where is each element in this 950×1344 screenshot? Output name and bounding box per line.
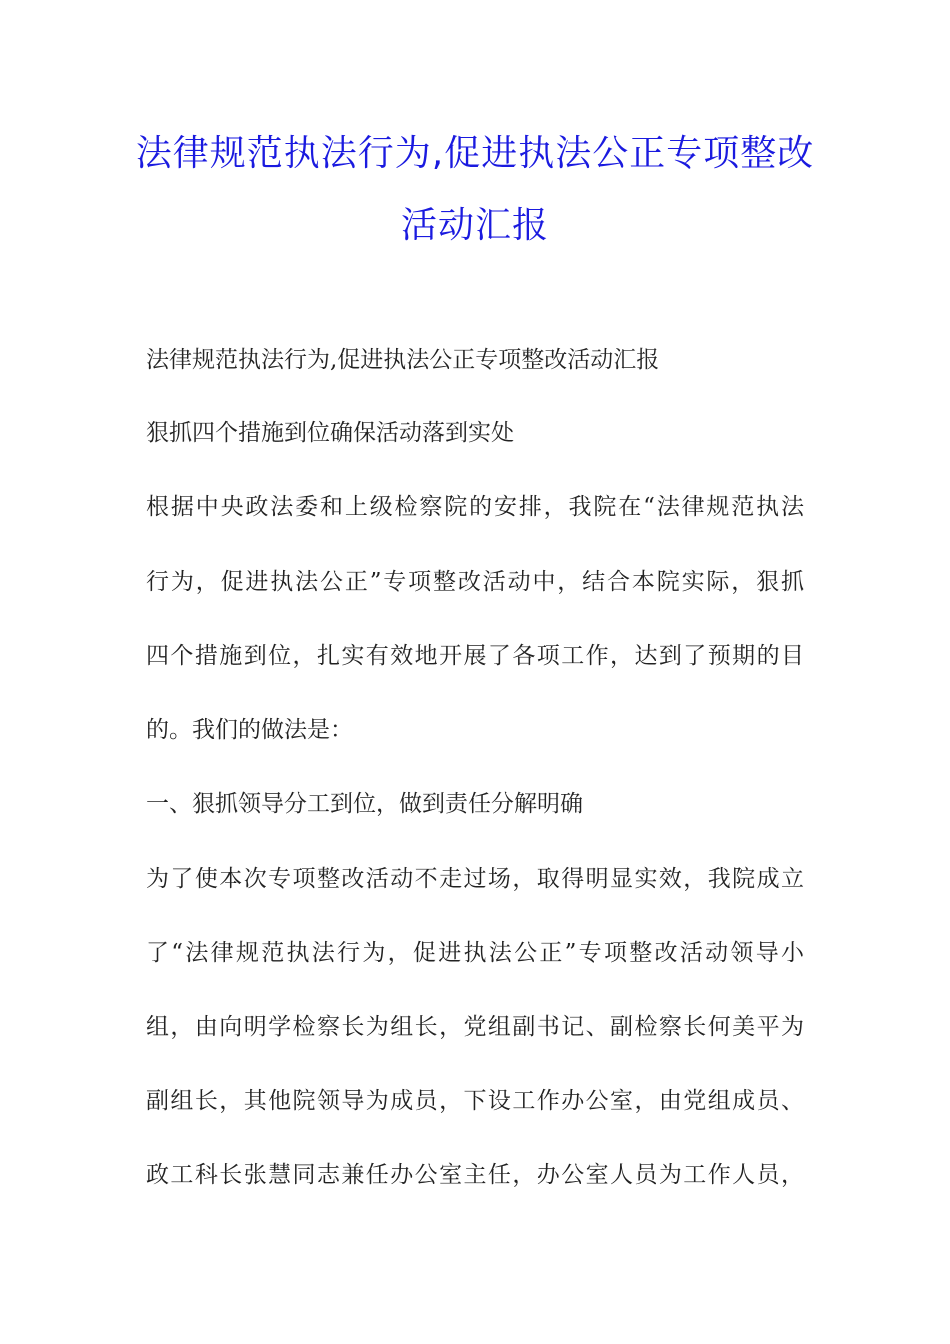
body-line: 法律规范执法行为,促进执法公正专项整改活动汇报: [146, 347, 660, 373]
body-line: 四个措施到位，扎实有效地开展了各项工作，达到了预期的目: [146, 643, 804, 669]
body-line: 组，由向明学检察长为组长，党组副书记、副检察长何美平为: [146, 1014, 804, 1040]
body-line: 了“法律规范执法行为，促进执法公正”专项整改活动领导小: [146, 940, 804, 966]
body-line: 为了使本次专项整改活动不走过场，取得明显实效，我院成立: [146, 866, 804, 892]
document-title-line-2: 活动汇报: [400, 205, 549, 246]
body-line: 副组长，其他院领导为成员，下设工作办公室，由党组成员、: [146, 1088, 804, 1114]
body-line: 狠抓四个措施到位确保活动落到实处: [146, 420, 514, 446]
body-line: 政工科长张慧同志兼任办公室主任，办公室人员为工作人员，: [146, 1162, 804, 1188]
body-line: 的。我们的做法是：: [146, 717, 353, 743]
document-title-line-1: 法律规范执法行为,促进执法公正专项整改: [135, 133, 815, 174]
body-line: 行为，促进执法公正”专项整改活动中，结合本院实际，狠抓: [146, 569, 804, 595]
body-line: 根据中央政法委和上级检察院的安排，我院在“法律规范执法: [146, 494, 804, 520]
section-heading: 一、狠抓领导分工到位，做到责任分解明确: [146, 791, 583, 817]
